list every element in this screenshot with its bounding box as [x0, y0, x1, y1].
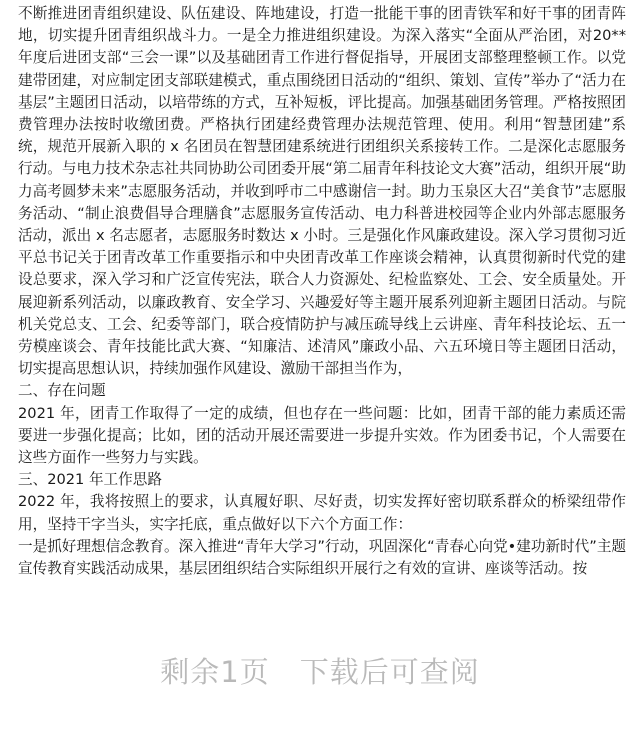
section-heading-plan: 三、2021 年工作思路	[18, 471, 162, 489]
plan-item-1: 一是抓好理想信念教育。深入推进“青年大学习”行动，巩固深化“青春心向党•建功新时代”主题宣传教育实践活动成果，基层团组织结合实际组织开展行之有效的宣讲、座谈等活动。按	[18, 537, 627, 578]
problems-paragraph: 2021 年，团青工作取得了一定的成绩，但也存在一些问题：比如，团青干部的能力素质还需要进一步强化提高；比如，团的活动开展还需要进一步提升实效。作为团委书记，个人需要在这些方面作一些努力与实践。	[18, 404, 626, 467]
plan-paragraph: 2022 年，我将按照上的要求，认真履好职、尽好责，切实发挥好密切联系群众的桥梁纽带作用，坚持干字当头，实字托底，重点做好以下六个方面工作：	[18, 493, 626, 533]
remaining-pages-label: 剩余1页	[160, 655, 270, 689]
document-body	[18, 3, 626, 580]
section-heading-problems: 二、存在问题	[18, 382, 106, 400]
download-to-view-label: 下载后可查阅	[299, 655, 480, 689]
intro-paragraph: 不断推进团青组织建设、队伍建设、阵地建设，打造一批能干事的团青铁军和好干事的团青阵地，切实提升团青组织战斗力。一是全力推进组织建设。为深入落实“全面从严治团，对20**年度后进团支部“三会一课”以及基础团青工作进行督促指导，开展团支部整理整顿工作。以党建带团建，对应制定团支部联建模式，重点围绕团日活动的“组织、策划、宣传”举办了“活力在基层”主题团日活动，以培带练的方式，互补短板，评比提高。加强基础团务管理。严格按照团费管理办法按时收缴团费。严格执行团建经费管理办法规范管理、使用。利用“智慧团建”系统，规范开展新入职的 x 名团员在智慧团建系统进行团组织关系接转工作。二是深化志愿服务行动。与电力技术杂志社共同协助公司团委开展“第二届青年科技论文大赛”活动，组织开展“助力高考圆梦未来”志愿服务活动，并收到呼市二中感谢信一封。助力玉泉区大召“美食节”志愿服务活动、“制止浪费倡导合理膳食”志愿服务宣传活动、电力科普进校园等企业内外部志愿服务活动，派出 x 名志愿者，志愿服务时数达 x 小时。三是强化作风廉政建设。深入学习贯彻习近平总书记关于团青改革工作重要指示和中央团青改革工作座谈会精神，认真贯彻新时代党的建设总要求，深入学习和广泛宣传宪法，联合人力资源处、纪检监察处、工会、安全质量处。开展迎新系列活动，以廉政教育、安全学习、兴趣爱好等主题开展系列迎新主题团日活动。与院机关党总支、工会、纪委等部门，联合疫情防护与减压疏导线上云讲座、青年科技论坛、五一劳模座谈会、青年技能比武大赛、“知廉洁、述清风”廉政小品、六五环境日等主题团日活动，切实提高思想认识，持续加强作风建设、激励干部担当作为，	[18, 5, 626, 378]
download-prompt-banner[interactable]	[0, 650, 640, 691]
